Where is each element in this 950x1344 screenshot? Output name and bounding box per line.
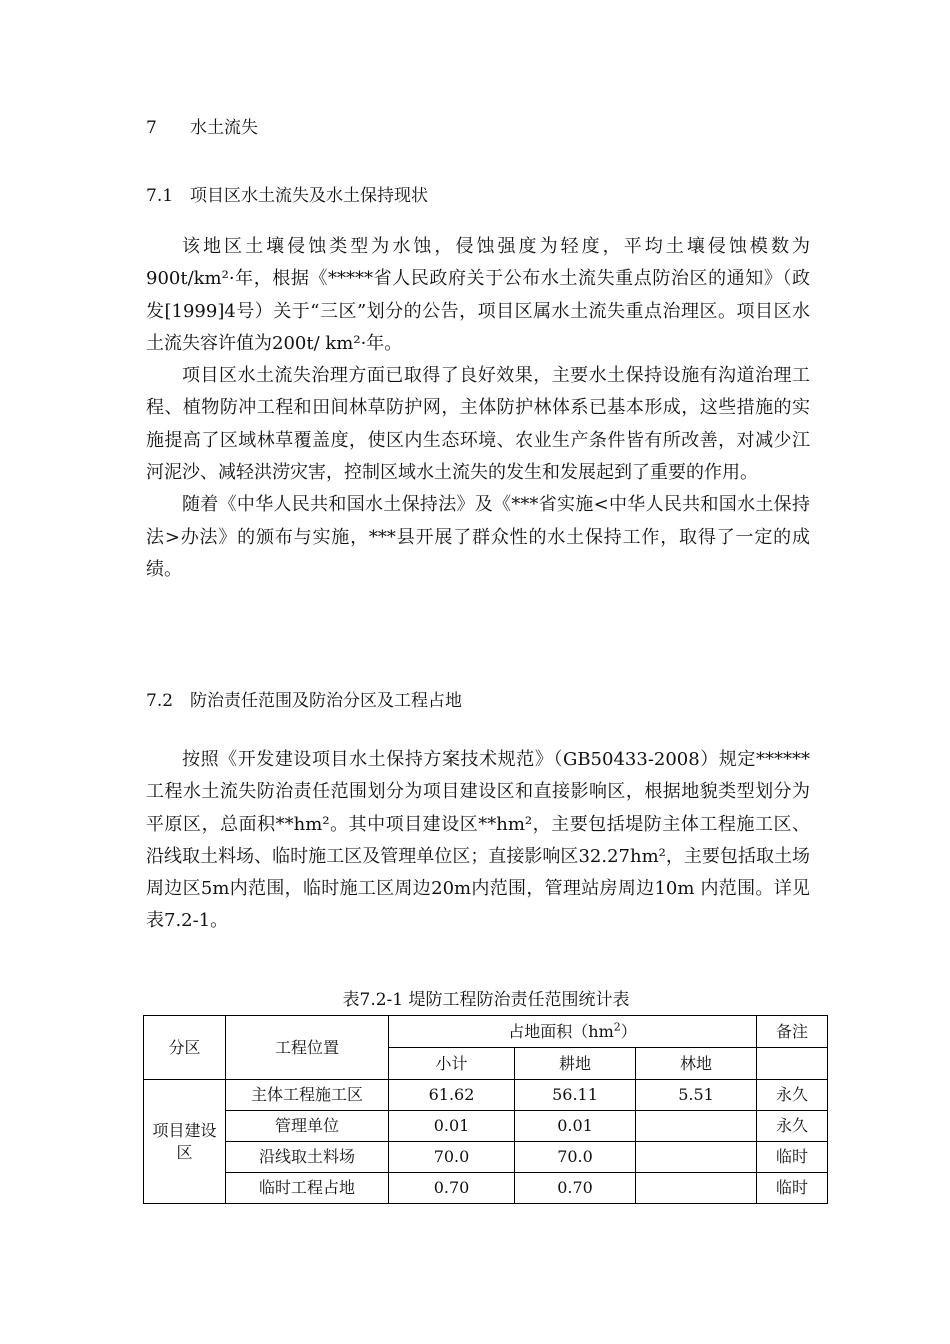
section-number: 7 [146, 118, 157, 138]
cell-note: 永久 [757, 1080, 828, 1111]
header-location: 工程位置 [226, 1016, 389, 1080]
section-title: 防治责任范围及防治分区及工程占地 [190, 691, 462, 711]
cell-forest [636, 1142, 757, 1173]
cell-location: 临时工程占地 [226, 1173, 389, 1204]
section-7-1-heading [146, 184, 428, 208]
header-zone: 分区 [144, 1016, 226, 1080]
cell-location: 主体工程施工区 [226, 1080, 389, 1111]
section-7-heading [146, 116, 258, 140]
responsibility-scope-table [143, 1015, 828, 1204]
header-note: 备注 [757, 1016, 828, 1048]
cell-note: 临时 [757, 1142, 828, 1173]
cell-farmland: 56.11 [515, 1080, 636, 1111]
cell-subtotal: 0.01 [389, 1111, 515, 1142]
cell-forest: 5.51 [636, 1080, 757, 1111]
section-number: 7.2 [146, 691, 174, 711]
section-title: 项目区水土流失及水土保持现状 [190, 186, 428, 206]
cell-forest [636, 1111, 757, 1142]
cell-note: 永久 [757, 1111, 828, 1142]
header-area: 占地面积$(hm^2)$ [389, 1016, 757, 1048]
paragraph-responsibility-scope: 按照《开发建设项目水土保持方案技术规范》（GB50433-2008）规定******工程水土流失防治责任范围划分为项目建设区和直接影响区，根据地貌类型划分为平原区，总面积**hm²。其中项目建设区**hm²，主要包括堤防主体工程施工区、沿线取土料场、临时施工区及管理单位区；直接影响区32.27hm²，主要包括取土场周边区5m内范围，临时施工区周边20m内范围，管理站房周边10m 内范围。详见表7.2-1。 [146, 749, 810, 932]
section-title: 水土流失 [190, 118, 258, 138]
section-number: 7.1 [146, 186, 174, 206]
cell-subtotal: 61.62 [389, 1080, 515, 1111]
section-7-2-heading [146, 689, 462, 713]
body-text-block-1 [146, 231, 810, 586]
cell-farmland: 0.70 [515, 1173, 636, 1204]
header-note-blank [757, 1048, 828, 1080]
table-row [144, 1142, 828, 1173]
table-row [144, 1173, 828, 1204]
cell-note: 临时 [757, 1173, 828, 1204]
cell-subtotal: 0.70 [389, 1173, 515, 1204]
table-row [144, 1080, 828, 1111]
cell-farmland: 0.01 [515, 1111, 636, 1142]
header-subtotal: 小计 [389, 1048, 515, 1080]
table-row [144, 1111, 828, 1142]
paragraph-law: 随着《中华人民共和国水土保持法》及《***省实施<中华人民共和国水土保持法>办法》的颁布与实施，***县开展了群众性的水土保持工作，取得了一定的成绩。 [146, 494, 810, 580]
cell-forest [636, 1173, 757, 1204]
group-cell: 项目建设区 [144, 1080, 226, 1204]
cell-subtotal: 70.0 [389, 1142, 515, 1173]
paragraph-governance: 项目区水土流失治理方面已取得了良好效果，主要水土保持设施有沟道治理工程、植物防冲工程和田间林草防护网，主体防护林体系已基本形成，这些措施的实施提高了区域林草覆盖度，使区内生态环境、农业生产条件皆有所改善，对减少江河泥沙、减轻洪涝灾害，控制区域水土流失的发生和发展起到了重要的作用。 [146, 365, 810, 484]
header-farmland: 耕地 [515, 1048, 636, 1080]
header-forest: 林地 [636, 1048, 757, 1080]
paragraph-erosion-status: 该地区土壤侵蚀类型为水蚀，侵蚀强度为轻度，平均土壤侵蚀模数为900t/km²·年，根据《*****省人民政府关于公布水土流失重点防治区的通知》（政发[1999]4号）关于“三区”划分的公告，项目区属水土流失重点治理区。项目区水土流失容许值为200t/ km²·年。 [146, 236, 810, 354]
table-header-row [144, 1016, 828, 1048]
cell-location: 管理单位 [226, 1111, 389, 1142]
body-text-block-2 [146, 744, 810, 938]
cell-location: 沿线取土料场 [226, 1142, 389, 1173]
table-caption: 表7.2-1 堤防工程防治责任范围统计表 [342, 990, 630, 1010]
cell-farmland: 70.0 [515, 1142, 636, 1173]
